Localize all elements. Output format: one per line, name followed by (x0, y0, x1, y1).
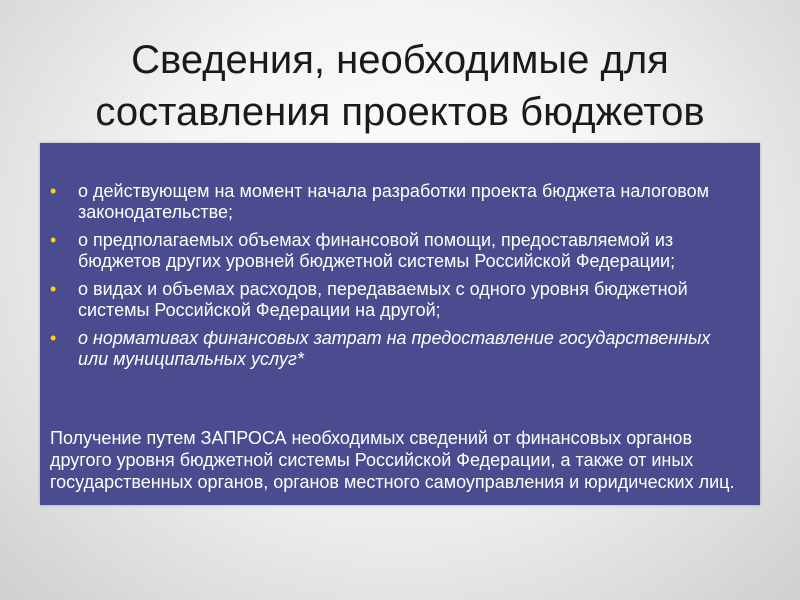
bullet-list (40, 181, 760, 377)
bullet-dot-icon: • (50, 279, 57, 299)
bullet-item-expenses (40, 279, 760, 321)
bullet-dot-icon: • (50, 181, 57, 201)
content-box (40, 143, 760, 505)
request-paragraph: Получение путем ЗАПРОСА необходимых сведений от финансовых органов другого уровня бюджетной системы Российской Федерации, а также от иных государственных органов, органов местного самоуправления и юридических лиц. (50, 428, 735, 492)
bullet-text: о нормативах финансовых затрат на предоставление государственных или муниципальных услуг* (78, 328, 711, 369)
bullet-text: о предполагаемых объемах финансовой помощи, предоставляемой из бюджетов других уровней бюджетной системы Российской Федерации; (78, 230, 676, 271)
bullet-dot-icon: • (50, 328, 57, 348)
bullet-text: о действующем на момент начала разработки проекта бюджета налоговом законодательстве; (78, 181, 709, 222)
slide-title: Сведения, необходимые для составления проектов бюджетов (95, 38, 705, 134)
bullet-dot-icon: • (50, 230, 57, 250)
bullet-text: о видах и объемах расходов, передаваемых с одного уровня бюджетной системы Российской Федерации на другой; (78, 279, 688, 320)
bullet-item-financial-aid (40, 230, 760, 272)
bullet-item-tax-legislation (40, 181, 760, 223)
bullet-item-cost-norms (40, 328, 760, 370)
